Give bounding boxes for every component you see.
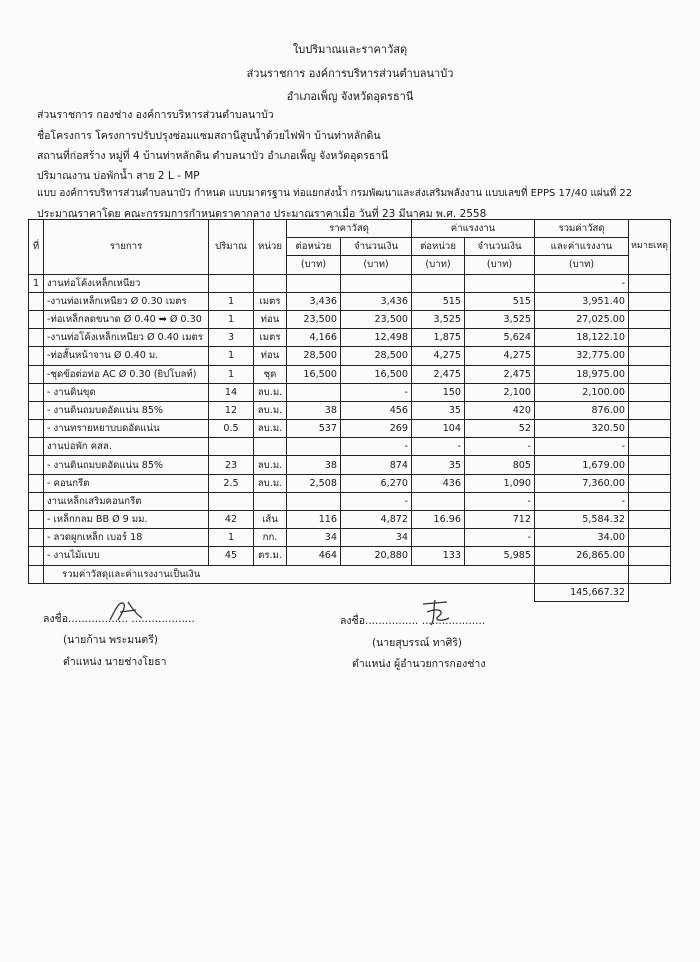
table-row <box>29 274 629 292</box>
remark-row <box>629 329 671 347</box>
cell-material-per-unit: 38 <box>287 456 341 474</box>
cell-unit: เส้น <box>254 511 287 529</box>
cell-qty: 42 <box>209 511 254 529</box>
left-sign-line: ลงชื่อ.................. ................... <box>43 613 195 625</box>
cell-item: -ชุดข้อต่อท่อ AC Ø 0.30 (ยิปโบลท์) <box>44 365 209 383</box>
cell-remark <box>629 310 671 328</box>
right-signer-name: (นายสุบรรณ์ ทาศิริ) <box>372 637 462 649</box>
cell-qty: 12 <box>209 401 254 419</box>
cell-total: 7,360.00 <box>535 474 629 492</box>
header-baht: (บาท) <box>535 256 629 274</box>
cell-material-per-unit: 4,166 <box>287 329 341 347</box>
cell-material-per-unit <box>287 274 341 292</box>
cell-unit: ลบ.ม. <box>254 456 287 474</box>
agency-line: ส่วนราชการ องค์การบริหารส่วนตำบลนาบัว <box>246 67 454 80</box>
location-line: สถานที่ก่อสร้าง หมู่ที่ 4 บ้านท่าหลักดิน ตำบลนาบัว อำเภอเพ็ญ จังหวัดอุดรธานี <box>37 150 389 162</box>
cell-labor-amount: 5,985 <box>465 547 535 565</box>
remark-row <box>629 529 671 547</box>
cell-unit: ลบ.ม. <box>254 383 287 401</box>
cell-labor-per-unit <box>412 274 465 292</box>
table-row <box>29 456 629 474</box>
table-row <box>29 383 629 401</box>
cell-total: 34.00 <box>535 529 629 547</box>
cell-total: 27,025.00 <box>535 310 629 328</box>
cell-material-per-unit: 537 <box>287 420 341 438</box>
cell-labor-amount: 1,090 <box>465 474 535 492</box>
table-row <box>29 347 629 365</box>
cell-unit <box>254 492 287 510</box>
cell-labor-amount: 3,525 <box>465 310 535 328</box>
cell-material-per-unit: 116 <box>287 511 341 529</box>
table-row <box>29 292 629 310</box>
cell-no <box>29 347 44 365</box>
remark-row <box>629 511 671 529</box>
cell-no <box>29 329 44 347</box>
grand-total: 145,667.32 <box>535 583 629 601</box>
cell-item: -งานท่อเหล็กเหนียว Ø 0.30 เมตร <box>44 292 209 310</box>
table-row <box>29 511 629 529</box>
cell-material-amount: 456 <box>341 401 412 419</box>
cell-no <box>29 310 44 328</box>
district-line: อำเภอเพ็ญ จังหวัดอุดรธานี <box>286 90 414 103</box>
boq-table <box>28 219 629 602</box>
cell-item: - ลวดผูกเหล็ก เบอร์ 18 <box>44 529 209 547</box>
cell-labor-per-unit: 104 <box>412 420 465 438</box>
cell-labor-amount: - <box>465 438 535 456</box>
cell-remark <box>629 420 671 438</box>
cell-labor-amount: - <box>465 529 535 547</box>
remark-row <box>629 274 671 292</box>
cell-labor-per-unit: - <box>412 438 465 456</box>
cell-item: - งานทรายหยาบบดอัดแน่น <box>44 420 209 438</box>
cell-qty: 23 <box>209 456 254 474</box>
table-row <box>29 438 629 456</box>
cell-no <box>29 492 44 510</box>
remark-column <box>628 219 671 584</box>
cell-material-amount: 12,498 <box>341 329 412 347</box>
table-row <box>29 529 629 547</box>
header-qty: ปริมาณ <box>209 220 254 275</box>
cell-remark <box>629 292 671 310</box>
header-remark: หมายเหตุ <box>629 220 671 275</box>
cell-material-amount: 23,500 <box>341 310 412 328</box>
cell-qty <box>209 492 254 510</box>
cell-total: 320.50 <box>535 420 629 438</box>
cell-item: -ท่อเหล็กลดขนาด Ø 0.40 ➡ Ø 0.30 <box>44 310 209 328</box>
cell-labor-amount: 712 <box>465 511 535 529</box>
cell-material-per-unit <box>287 438 341 456</box>
header-baht: (บาท) <box>412 256 465 274</box>
cell-total: 18,122.10 <box>535 329 629 347</box>
remark-row <box>629 347 671 365</box>
left-signer-name: (นายก้าน พระมนตรี) <box>63 634 158 646</box>
header-labor-per-unit: ต่อหน่วย <box>412 238 465 256</box>
header-baht: (บาท) <box>465 256 535 274</box>
cell-material-per-unit: 3,436 <box>287 292 341 310</box>
cell-labor-per-unit <box>412 492 465 510</box>
header-unit: หน่วย <box>254 220 287 275</box>
cell-item: - งานดินขุด <box>44 383 209 401</box>
cell-remark <box>629 383 671 401</box>
cell-no <box>29 365 44 383</box>
cell-qty: 1 <box>209 292 254 310</box>
cell-material-per-unit <box>287 383 341 401</box>
cell-unit: ลบ.ม. <box>254 474 287 492</box>
dept-line: ส่วนราชการ กองช่าง องค์การบริหารส่วนตำบลนาบัว <box>37 109 274 121</box>
cell-labor-per-unit: 35 <box>412 456 465 474</box>
design-line: แบบ องค์การบริหารส่วนตำบลนาบัว กำหนด แบบมาตรฐาน ท่อแยกส่งน้ำ กรมพัฒนาและส่งเสริมพลังงาน แบบเลขที่ EPPS 17/40 แผ่นที่ 22 <box>37 188 633 199</box>
cell-no <box>29 474 44 492</box>
cell-unit: ท่อน <box>254 310 287 328</box>
header-item: รายการ <box>44 220 209 275</box>
cell-unit: เมตร <box>254 329 287 347</box>
header-material: ราคาวัสดุ <box>287 220 412 238</box>
cell-qty: 0.5 <box>209 420 254 438</box>
cell-labor-per-unit: 1,875 <box>412 329 465 347</box>
header-total-1: รวมค่าวัสดุ <box>535 220 629 238</box>
cell-labor-per-unit: 16.96 <box>412 511 465 529</box>
cell-total-label: รวมค่าวัสดุและค่าแรงงานเป็นเงิน <box>44 565 535 583</box>
cell-labor-amount: 5,624 <box>465 329 535 347</box>
cell-no <box>29 456 44 474</box>
cell-material-per-unit: 34 <box>287 529 341 547</box>
cell-labor-per-unit: 436 <box>412 474 465 492</box>
cell-no: 1 <box>29 274 44 292</box>
cell-qty: 1 <box>209 365 254 383</box>
cell-remark <box>629 438 671 456</box>
cell-unit: ตร.ม. <box>254 547 287 565</box>
cell-unit: ลบ.ม. <box>254 420 287 438</box>
blank-cell <box>29 583 535 601</box>
table-row <box>29 420 629 438</box>
cell-material-amount: 34 <box>341 529 412 547</box>
cell-remark <box>629 529 671 547</box>
cell-total: 18,975.00 <box>535 365 629 383</box>
cell-total: - <box>535 274 629 292</box>
cell-material-amount: - <box>341 383 412 401</box>
cell-material-amount: 16,500 <box>341 365 412 383</box>
cell-material-amount: 6,270 <box>341 474 412 492</box>
table-row <box>29 547 629 565</box>
table-row <box>29 310 629 328</box>
cell-unit: ลบ.ม. <box>254 401 287 419</box>
cell-total: 876.00 <box>535 401 629 419</box>
cell-unit: ชุด <box>254 365 287 383</box>
cell-remark <box>629 329 671 347</box>
cell-unit: เมตร <box>254 292 287 310</box>
cell-total <box>535 565 629 583</box>
cell-remark <box>629 365 671 383</box>
remark-row <box>629 292 671 310</box>
cell-qty: 1 <box>209 347 254 365</box>
cell-labor-per-unit <box>412 529 465 547</box>
cell-no <box>29 401 44 419</box>
header-baht: (บาท) <box>341 256 412 274</box>
cell-labor-amount: 2,475 <box>465 365 535 383</box>
table-row <box>29 492 629 510</box>
cell-labor-amount <box>465 274 535 292</box>
cell-material-amount: 874 <box>341 456 412 474</box>
cell-remark <box>629 456 671 474</box>
remark-row <box>629 365 671 383</box>
cell-material-amount: - <box>341 492 412 510</box>
cell-labor-amount: 420 <box>465 401 535 419</box>
remark-row <box>629 547 671 565</box>
cell-total: - <box>535 438 629 456</box>
remark-row <box>629 474 671 492</box>
cell-qty <box>209 438 254 456</box>
cell-total: 2,100.00 <box>535 383 629 401</box>
cell-no <box>29 292 44 310</box>
cell-no <box>29 547 44 565</box>
cell-material-per-unit: 464 <box>287 547 341 565</box>
cell-material-per-unit: 23,500 <box>287 310 341 328</box>
cell-no <box>29 383 44 401</box>
cell-remark <box>629 565 671 583</box>
cell-total: 32,775.00 <box>535 347 629 365</box>
cell-no <box>29 529 44 547</box>
cell-remark <box>629 511 671 529</box>
header-material-per-unit: ต่อหน่วย <box>287 238 341 256</box>
cell-qty <box>209 274 254 292</box>
left-signer-position: ตำแหน่ง นายช่างโยธา <box>63 656 167 668</box>
header-no: ที่ <box>29 220 44 275</box>
cell-material-amount: 3,436 <box>341 292 412 310</box>
cell-item: - งานไม้แบบ <box>44 547 209 565</box>
remark-row <box>629 401 671 419</box>
cell-labor-per-unit: 515 <box>412 292 465 310</box>
cell-labor-amount: 2,100 <box>465 383 535 401</box>
cell-labor-per-unit: 4,275 <box>412 347 465 365</box>
table-row <box>29 565 629 583</box>
cell-remark <box>629 401 671 419</box>
cell-labor-amount: 805 <box>465 456 535 474</box>
cell-labor-per-unit: 133 <box>412 547 465 565</box>
cell-material-amount: 269 <box>341 420 412 438</box>
cell-qty: 45 <box>209 547 254 565</box>
cell-item: - งานดินถมบดอัดแน่น 85% <box>44 401 209 419</box>
document-title: ใบปริมาณและราคาวัสดุ <box>292 43 408 56</box>
right-sign-line: ลงชื่อ................ ................... <box>340 615 486 627</box>
remark-row <box>629 492 671 510</box>
cell-labor-per-unit: 2,475 <box>412 365 465 383</box>
cell-labor-per-unit: 35 <box>412 401 465 419</box>
cell-material-per-unit <box>287 492 341 510</box>
cell-labor-amount: 515 <box>465 292 535 310</box>
remark-row <box>629 420 671 438</box>
remark-row <box>629 310 671 328</box>
remark-row <box>629 565 671 583</box>
cell-item: งานท่อโค้งเหล็กเหนียว <box>44 274 209 292</box>
remark-row <box>629 456 671 474</box>
cell-total: 3,951.40 <box>535 292 629 310</box>
table-row <box>29 401 629 419</box>
cell-unit <box>254 438 287 456</box>
cell-unit <box>254 274 287 292</box>
cell-material-amount: 20,880 <box>341 547 412 565</box>
cell-total: - <box>535 492 629 510</box>
cell-labor-per-unit: 3,525 <box>412 310 465 328</box>
cell-labor-per-unit: 150 <box>412 383 465 401</box>
cell-no <box>29 438 44 456</box>
cell-labor-amount: 52 <box>465 420 535 438</box>
cell-qty: 2.5 <box>209 474 254 492</box>
cell-item: งานบ่อพัก คสล. <box>44 438 209 456</box>
cell-material-per-unit: 38 <box>287 401 341 419</box>
cell-material-per-unit: 28,500 <box>287 347 341 365</box>
cell-labor-amount: - <box>465 492 535 510</box>
table-row <box>29 365 629 383</box>
project-line: ชื่อโครงการ โครงการปรับปรุงซ่อมแซมสถานีสูบน้ำด้วยไฟฟ้า บ้านท่าหลักดิน <box>37 130 381 142</box>
cell-no <box>29 511 44 529</box>
cell-item: - งานดินถมบดอัดแน่น 85% <box>44 456 209 474</box>
header-baht: (บาท) <box>287 256 341 274</box>
cell-remark <box>629 492 671 510</box>
cell-labor-amount: 4,275 <box>465 347 535 365</box>
cell-no <box>29 420 44 438</box>
cell-unit: กก. <box>254 529 287 547</box>
cell-material-amount: 28,500 <box>341 347 412 365</box>
remark-row <box>629 383 671 401</box>
cell-material-amount <box>341 274 412 292</box>
cell-qty: 3 <box>209 329 254 347</box>
cell-qty: 1 <box>209 529 254 547</box>
cell-no <box>29 565 44 583</box>
cell-total: 26,865.00 <box>535 547 629 565</box>
cell-qty: 14 <box>209 383 254 401</box>
table-row <box>29 474 629 492</box>
header-material-amount: จำนวนเงิน <box>341 238 412 256</box>
cell-material-amount: - <box>341 438 412 456</box>
cell-total: 5,584.32 <box>535 511 629 529</box>
cell-item: - เหล็กกลม BB Ø 9 มม. <box>44 511 209 529</box>
header-labor: ค่าแรงงาน <box>412 220 535 238</box>
cell-item: งานเหล็กเสริมคอนกรีต <box>44 492 209 510</box>
remark-row <box>629 438 671 456</box>
quantity-line: ปริมาณงาน บ่อพักน้ำ สาย 2 L - MP <box>37 170 200 182</box>
estimate-line: ประมาณราคาโดย คณะกรรมการกำหนดราคากลาง ประมาณราคาเมื่อ วันที่ 23 มีนาคม พ.ศ. 2558 <box>37 208 487 220</box>
cell-remark <box>629 274 671 292</box>
cell-total: 1,679.00 <box>535 456 629 474</box>
cell-remark <box>629 547 671 565</box>
cell-remark <box>629 474 671 492</box>
cell-material-amount: 4,872 <box>341 511 412 529</box>
cell-remark <box>629 347 671 365</box>
header-total-2: และค่าแรงงาน <box>535 238 629 256</box>
cell-material-per-unit: 16,500 <box>287 365 341 383</box>
cell-qty: 1 <box>209 310 254 328</box>
header-labor-amount: จำนวนเงิน <box>465 238 535 256</box>
cell-material-per-unit: 2,508 <box>287 474 341 492</box>
cell-item: -ท่อสั้นหน้าจาน Ø 0.40 ม. <box>44 347 209 365</box>
cell-unit: ท่อน <box>254 347 287 365</box>
right-signer-position: ตำแหน่ง ผู้อำนวยการกองช่าง <box>352 658 486 670</box>
cell-item: -งานท่อโค้งเหล็กเหนียว Ø 0.40 เมตร <box>44 329 209 347</box>
cell-item: - คอนกรีต <box>44 474 209 492</box>
table-row <box>29 329 629 347</box>
